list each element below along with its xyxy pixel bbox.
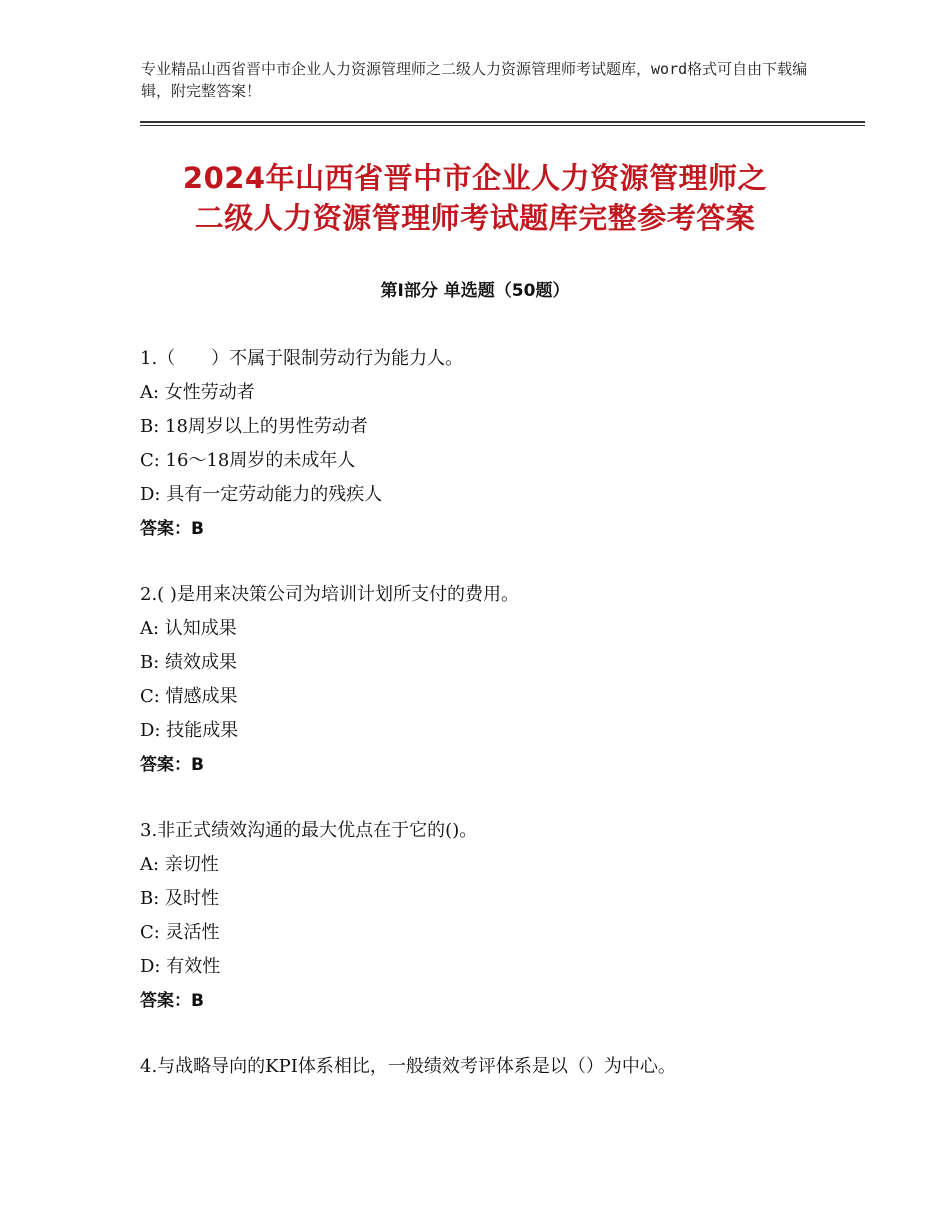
question-stem: 4.与战略导向的KPI体系相比，一般绩效考评体系是以（）为中心。 — [140, 1056, 676, 1077]
question-list — [140, 342, 840, 1116]
option-a: A: 女性劳动者 — [140, 382, 255, 403]
option-a: A: 认知成果 — [140, 618, 237, 639]
header-note: 专业精品山西省晋中市企业人力资源管理师之二级人力资源管理师考试题库，word格式可自由下载编辑，附完整答案！ — [141, 60, 808, 100]
question-4 — [140, 1050, 840, 1084]
answer-label: 答案：B — [140, 755, 204, 775]
option-b: B: 绩效成果 — [140, 652, 238, 673]
option-d: D: 具有一定劳动能力的残疾人 — [140, 484, 383, 505]
option-c: C: 16～18周岁的未成年人 — [140, 450, 356, 471]
document-title — [120, 158, 830, 238]
option-c: C: 情感成果 — [140, 686, 238, 707]
option-a: A: 亲切性 — [140, 854, 219, 875]
section-title: 第Ⅰ部分 单选题（50题） — [380, 281, 570, 301]
option-d: D: 有效性 — [140, 956, 221, 977]
option-b: B: 及时性 — [140, 888, 220, 909]
question-1 — [140, 342, 840, 546]
title-line-1: 2024年山西省晋中市企业人力资源管理师之 — [182, 161, 768, 195]
header-divider-thick — [140, 121, 865, 123]
question-stem: 1.（ ）不属于限制劳动行为能力人。 — [140, 348, 464, 369]
question-2 — [140, 578, 840, 782]
question-stem: 2.( )是用来决策公司为培训计划所支付的费用。 — [140, 584, 519, 605]
answer-label: 答案：B — [140, 991, 204, 1011]
title-line-2: 二级人力资源管理师考试题库完整参考答案 — [194, 201, 756, 235]
option-d: D: 技能成果 — [140, 720, 239, 741]
answer-label: 答案：B — [140, 519, 204, 539]
option-c: C: 灵活性 — [140, 922, 220, 943]
option-b: B: 18周岁以上的男性劳动者 — [140, 416, 368, 437]
question-3 — [140, 814, 840, 1018]
question-stem: 3.非正式绩效沟通的最大优点在于它的()。 — [140, 820, 478, 841]
header-divider-thin — [140, 125, 865, 126]
